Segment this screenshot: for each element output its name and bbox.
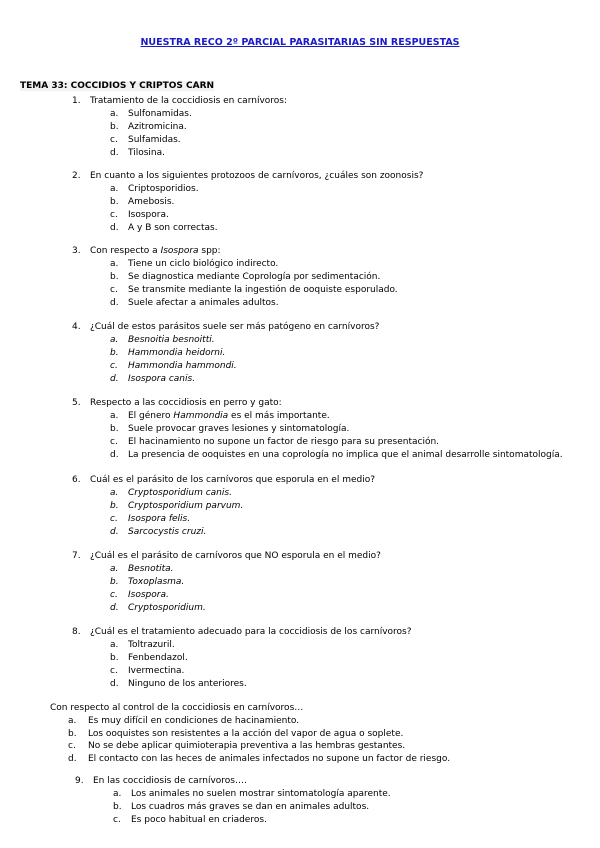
option-text: Isospora.	[128, 590, 169, 600]
option-letter: a.	[68, 716, 77, 726]
question-options	[72, 183, 592, 235]
question-9	[75, 775, 595, 827]
question-options	[72, 334, 592, 386]
option-letter: d.	[110, 603, 119, 613]
option-letter: d.	[110, 148, 119, 158]
option-item	[75, 801, 595, 814]
option-letter: c.	[110, 135, 118, 145]
option-item	[72, 652, 592, 665]
option-text: Sarcocystis cruzi.	[128, 527, 207, 537]
question-number: 7.	[72, 551, 81, 561]
block-options	[50, 715, 590, 765]
option-text: Isospora canis.	[128, 374, 196, 384]
question-options	[72, 410, 592, 462]
option-item	[72, 196, 592, 209]
question-text: ¿Cuál es el parásito de carnívoros que NO esporula en el medio?	[90, 551, 381, 561]
option-text: Cryptosporidium parvum.	[128, 501, 244, 511]
question-stem	[72, 474, 592, 487]
question-number: 4.	[72, 322, 81, 332]
option-item	[75, 814, 595, 827]
option-letter: d.	[68, 753, 77, 764]
question-text: Cuál es el parásito de los carnívoros que esporula en el medio?	[90, 475, 375, 485]
option-text: Es poco habitual en criaderos.	[131, 815, 267, 825]
question-stem	[72, 95, 592, 108]
question-options	[72, 108, 592, 160]
question-8	[72, 626, 592, 691]
question-4	[72, 321, 592, 386]
question-stem	[75, 775, 595, 788]
option-letter: a.	[110, 411, 119, 421]
option-letter: a.	[110, 109, 119, 119]
option-letter: b.	[110, 197, 119, 207]
option-letter: a.	[110, 564, 119, 574]
control-question-block	[50, 702, 590, 765]
option-item	[72, 436, 592, 449]
option-text: Fenbendazol.	[128, 653, 188, 663]
option-letter: b.	[113, 802, 122, 812]
option-letter: a.	[113, 789, 122, 799]
question-6	[72, 474, 592, 539]
option-item	[72, 121, 592, 134]
option-text: Los ooquistes son resistentes a la acción del vapor de agua o soplete.	[88, 728, 404, 739]
question-text: Respecto a las coccidiosis en perro y gato:	[90, 398, 282, 408]
option-item	[50, 740, 590, 753]
option-item	[72, 134, 592, 147]
section-heading: TEMA 33: COCCIDIOS Y CRIPTOS CARN	[20, 81, 215, 91]
option-text: El género Hammondia es el más importante.	[128, 411, 330, 421]
option-item	[72, 526, 592, 539]
option-letter: b.	[110, 501, 119, 511]
option-item	[72, 487, 592, 500]
option-text: Sulfamidas.	[128, 135, 181, 145]
page-title: NUESTRA RECO 2º PARCIAL PARASITARIAS SIN RESPUESTAS	[140, 37, 460, 48]
option-item	[72, 563, 592, 576]
option-letter: d.	[110, 298, 119, 308]
option-letter: b.	[110, 424, 119, 434]
question-text: ¿Cuál de estos parásitos suele ser más patógeno en carnívoros?	[90, 322, 380, 332]
question-stem	[72, 550, 592, 563]
option-letter: c.	[113, 815, 121, 825]
question-text: Tratamiento de la coccidiosis en carnívoros:	[90, 96, 288, 106]
option-item	[72, 449, 592, 462]
option-item	[72, 222, 592, 235]
question-2	[72, 170, 592, 235]
option-text: Ivermectina.	[128, 666, 185, 676]
option-letter: c.	[110, 666, 118, 676]
option-letter: d.	[110, 374, 119, 384]
option-text: La presencia de ooquistes en una coprología no implica que el animal desarrolle sintomatología.	[128, 450, 563, 460]
question-number: 1.	[72, 96, 81, 106]
option-letter: d.	[110, 527, 119, 537]
question-text: Con respecto a Isospora spp:	[90, 246, 221, 256]
option-text: Amebosis.	[128, 197, 175, 207]
option-letter: c.	[110, 285, 118, 295]
option-item	[72, 334, 592, 347]
option-text: No se debe aplicar quimioterapia preventiva a las hembras gestantes.	[88, 741, 406, 751]
option-text: Se diagnostica mediante Coprología por sedimentación.	[128, 272, 381, 282]
question-3	[72, 245, 592, 310]
option-text: Isospora.	[128, 210, 169, 220]
question-number: 5.	[72, 398, 81, 408]
question-options	[75, 788, 595, 827]
block-stem: Con respecto al control de la coccidiosis en carnívoros…	[50, 703, 304, 713]
option-letter: c.	[68, 741, 76, 751]
option-letter: c.	[110, 590, 118, 600]
option-item	[72, 513, 592, 526]
option-item	[72, 410, 592, 423]
question-stem	[72, 170, 592, 183]
option-item	[50, 753, 590, 766]
option-item	[72, 183, 592, 196]
option-text: Azitromicina.	[128, 122, 187, 132]
question-options	[72, 487, 592, 539]
option-letter: d.	[110, 450, 119, 460]
species-name: Isospora	[160, 246, 199, 256]
option-letter: a.	[110, 184, 119, 194]
question-5	[72, 397, 592, 462]
question-text: En las coccidiosis de carnívoros….	[93, 776, 247, 786]
option-letter: a.	[110, 488, 119, 498]
option-item	[72, 108, 592, 121]
option-item	[72, 284, 592, 297]
question-number: 9.	[75, 776, 84, 786]
option-letter: c.	[110, 514, 118, 524]
option-letter: d.	[110, 223, 119, 233]
option-text: Cryptosporidium.	[128, 603, 206, 613]
option-letter: a.	[110, 335, 119, 345]
option-text: Ninguno de los anteriores.	[128, 679, 247, 689]
option-letter: b.	[110, 272, 119, 282]
option-item	[72, 347, 592, 360]
question-number: 8.	[72, 627, 81, 637]
question-text: En cuanto a los siguientes protozoos de carnívoros, ¿cuáles son zoonosis?	[90, 171, 424, 181]
option-item	[72, 678, 592, 691]
option-text: Los cuadros más graves se dan en animales adultos.	[131, 802, 370, 812]
option-text: Besnoitia besnoitti.	[128, 335, 215, 345]
option-item	[50, 728, 590, 741]
question-options	[72, 639, 592, 691]
option-text: Tiene un ciclo biológico indirecto.	[128, 259, 279, 269]
option-item	[72, 602, 592, 615]
question-7	[72, 550, 592, 615]
option-item	[72, 500, 592, 513]
question-options	[72, 563, 592, 615]
question-1	[72, 95, 592, 160]
option-text: Se transmite mediante la ingestión de ooquiste esporulado.	[128, 285, 398, 295]
option-letter: c.	[110, 210, 118, 220]
option-text: Criptosporidios.	[128, 184, 199, 194]
option-letter: c.	[110, 437, 118, 447]
option-item	[72, 576, 592, 589]
option-item	[72, 271, 592, 284]
option-text: El hacinamiento no supone un factor de riesgo para su presentación.	[128, 437, 440, 447]
option-text: Cryptosporidium canis.	[128, 488, 232, 498]
option-text: Toltrazuril.	[128, 640, 175, 650]
question-stem	[72, 626, 592, 639]
option-letter: b.	[110, 348, 119, 358]
option-text: Toxoplasma.	[128, 577, 185, 587]
option-letter: b.	[68, 728, 77, 739]
option-letter: b.	[110, 577, 119, 587]
option-text: A y B son correctas.	[128, 223, 218, 233]
option-text: Los animales no suelen mostrar sintomatología aparente.	[131, 789, 391, 799]
option-letter: b.	[110, 653, 119, 663]
species-name: Hammondia	[173, 411, 229, 421]
option-letter: a.	[110, 640, 119, 650]
question-number: 6.	[72, 475, 81, 485]
option-item	[72, 423, 592, 436]
option-text: Besnotita.	[128, 564, 174, 574]
option-letter: a.	[110, 259, 119, 269]
option-text: El contacto con las heces de animales infectados no supone un factor de riesgo.	[88, 753, 451, 764]
option-letter: d.	[110, 679, 119, 689]
option-item	[72, 297, 592, 310]
question-stem	[72, 397, 592, 410]
question-text: ¿Cuál es el tratamiento adecuado para la coccidiosis de los carnívoros?	[90, 627, 412, 637]
option-text: Tilosina.	[128, 148, 165, 158]
option-text: Isospora felis.	[128, 514, 191, 524]
question-stem	[72, 321, 592, 334]
option-text: Hammondia hammondi.	[128, 361, 237, 371]
option-item	[72, 209, 592, 222]
option-letter: c.	[110, 361, 118, 371]
option-text: Hammondia heidorni.	[128, 348, 226, 358]
option-item	[72, 589, 592, 602]
option-item	[72, 360, 592, 373]
option-item	[72, 373, 592, 386]
question-number: 3.	[72, 246, 81, 256]
option-text: Es muy difícil en condiciones de hacinamiento.	[88, 716, 300, 726]
question-number: 2.	[72, 171, 81, 181]
option-item	[72, 665, 592, 678]
option-item	[75, 788, 595, 801]
option-item	[72, 258, 592, 271]
question-options	[72, 258, 592, 310]
option-item	[72, 147, 592, 160]
option-text: Suele afectar a animales adultos.	[128, 298, 279, 308]
option-item	[72, 639, 592, 652]
option-item	[50, 715, 590, 728]
option-text: Sulfonamidas.	[128, 109, 192, 119]
option-text: Suele provocar graves lesiones y sintomatología.	[128, 424, 350, 434]
question-stem	[72, 245, 592, 258]
option-letter: b.	[110, 122, 119, 132]
